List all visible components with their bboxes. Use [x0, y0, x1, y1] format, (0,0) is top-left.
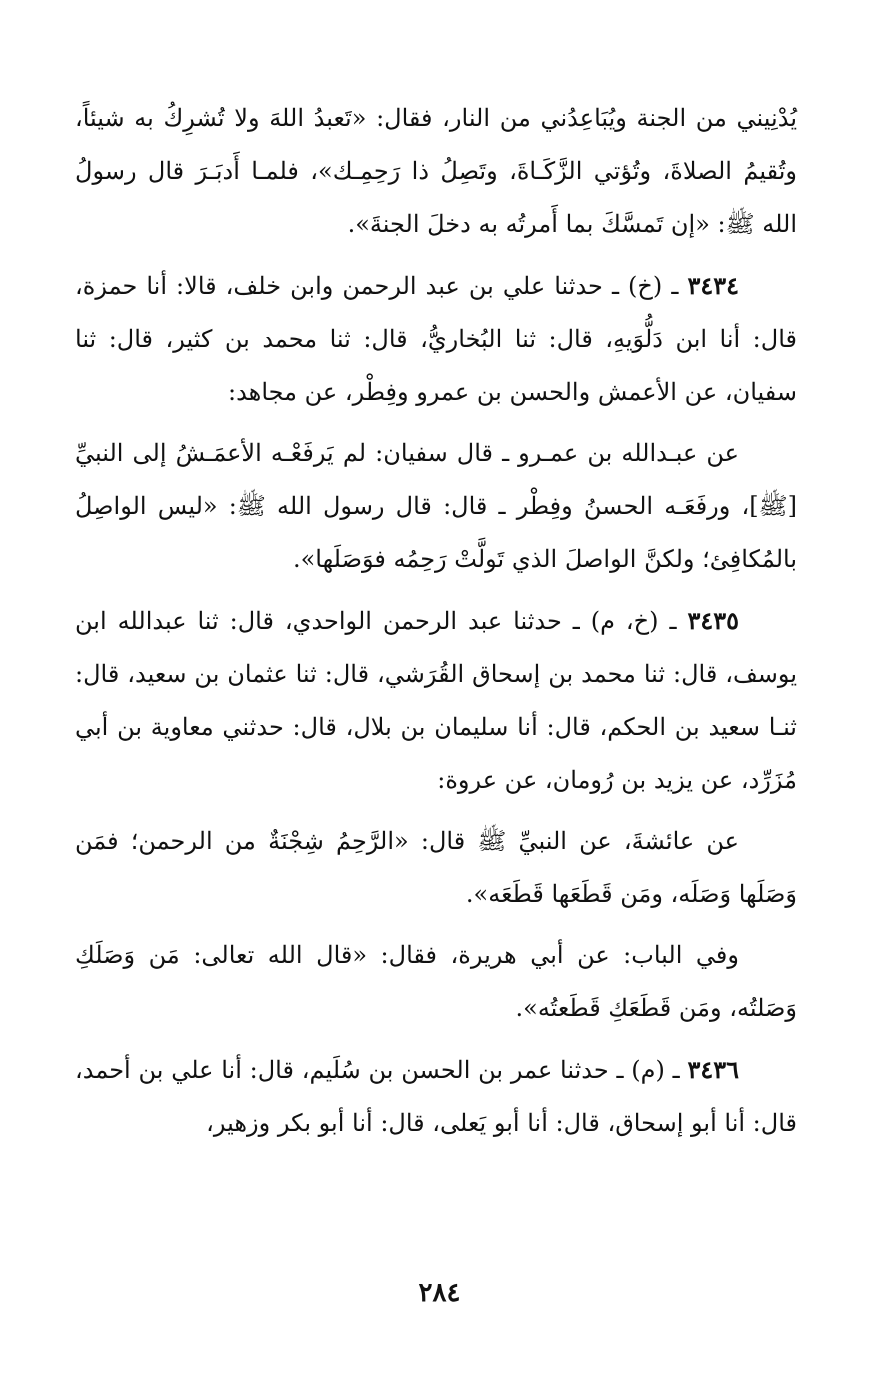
page-text-body: [75, 92, 797, 1150]
paragraph-text: يُدْنِيني من الجنة ويُبَاعِدُني من النار، فقال: «تَعبدُ اللهَ ولا تُشرِكُ به شيئاً، وتُقيمُ الصلاةَ، وتُؤتي الزَّكَـاةَ، وتَصِلُ ذا رَحِمِـك»، فلمـا أَدبَـرَ قال رسولُ الله ﷺ: «إن تَمسَّكَ بما أَمرتُه به دخلَ الجنةَ».: [75, 104, 797, 238]
paragraph-text: وفي الباب: عن أبي هريرة، فقال: «قال الله تعالى: مَن وَصَلَكِ وَصَلتُه، ومَن قَطَعَكِ قَطَعتُه».: [75, 941, 797, 1022]
hadith-3435-bab-note: [75, 929, 797, 1035]
hadith-number: ٣٤٣٤: [687, 271, 739, 300]
paragraph-continuation: [75, 92, 797, 251]
paragraph-text: ـ (خ) ـ حدثنا علي بن عبد الرحمن وابن خلف، قالا: أنا حمزة، قال: أنا ابن دَلُّوَيهِ، قال: ثنا البُخاريُّ، قال: ثنا محمد بن كثير، قال: ثنا سفيان، عن الأعمش والحسن بن عمرو وفِطْر، عن مجاهد:: [75, 272, 797, 406]
hadith-3435-matn: [75, 815, 797, 921]
hadith-3436-chain: [75, 1043, 797, 1150]
paragraph-text: ـ (م) ـ حدثنا عمر بن الحسن بن سُلَيم، قال: أنا علي بن أحمد، قال: أنا أبو إسحاق، قال: أنا أبو يَعلى، قال: أنا أبو بكر وزهير،: [75, 1056, 797, 1137]
paragraph-text: عن عبـدالله بن عمـرو ـ قال سفيان: لم يَرفَعْـه الأعمَـشُ إلى النبيِّ [ﷺ]، ورفَعَـه الحسنُ وفِطْر ـ قال: قال رسول الله ﷺ: «ليس الواصِلُ بالمُكافِئ؛ ولكنَّ الواصلَ الذي تَولَّتْ رَحِمُه فوَصَلَها».: [75, 439, 798, 573]
hadith-3435-chain: [75, 594, 797, 807]
hadith-number: ٣٤٣٦: [687, 1055, 739, 1084]
hadith-3434-chain: [75, 259, 797, 419]
hadith-3434-matn: [75, 427, 797, 586]
hadith-number: ٣٤٣٥: [687, 606, 739, 635]
paragraph-text: ـ (خ، م) ـ حدثنا عبد الرحمن الواحدي، قال: ثنا عبدالله ابن يوسف، قال: ثنا محمد بن إسحاق القُرَشي، قال: ثنا عثمان بن سعيد، قال: ثنـا سعيد بن الحكم، قال: أنا سليمان بن بلال، قال: حدثني معاوية بن أبي مُزَرِّد، عن يزيد بن رُومان، عن عروة:: [75, 607, 797, 794]
paragraph-text: عن عائشةَ، عن النبيِّ ﷺ قال: «الرَّحِمُ شِجْنَةٌ من الرحمن؛ فمَن وَصَلَها وَصَلَه، ومَن قَطَعَها قَطَعَه».: [75, 827, 797, 908]
page-number: ٢٨٤: [418, 1278, 461, 1308]
